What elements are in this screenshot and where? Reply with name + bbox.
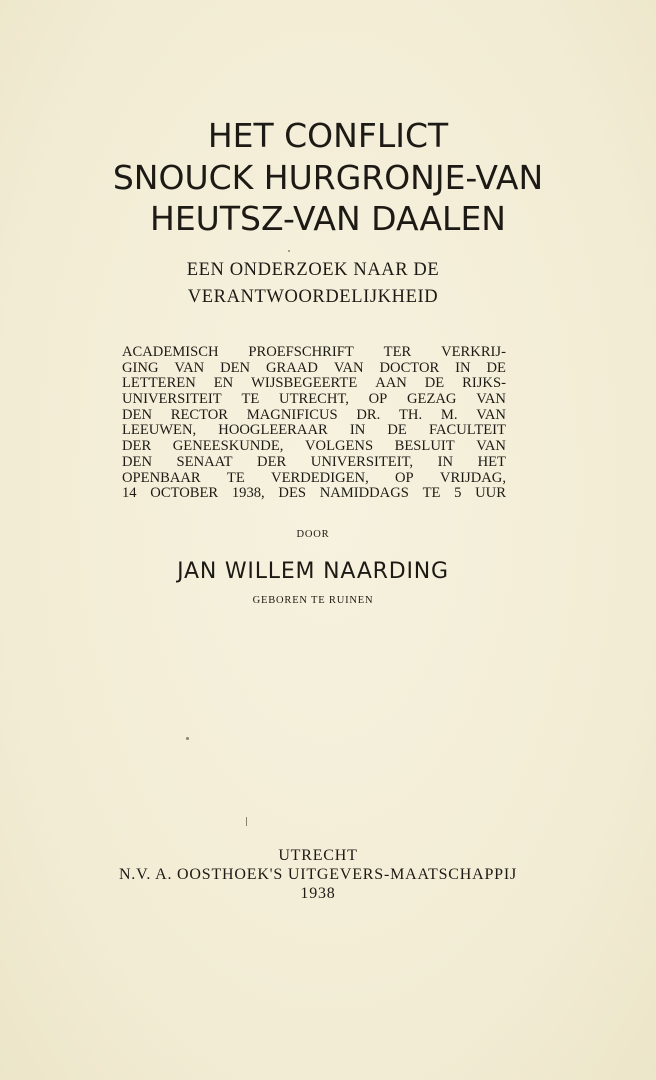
thesis-statement (122, 345, 506, 502)
thesis-line: DER GENEESKUNDE, VOLGENS BESLUIT VAN (122, 438, 506, 455)
thesis-line: DEN RECTOR MAGNIFICUS DR. TH. M. VAN (122, 406, 506, 423)
birthplace: GEBOREN TE RUINEN (252, 595, 374, 606)
author-name: JAN WILLEM NAARDING (177, 559, 449, 584)
thesis-line: LEEUWEN, HOOGLEERAAR IN DE FACULTEIT (122, 422, 506, 439)
thesis-line: LETTEREN EN WIJSBEGEERTE AAN DE RIJKS- (122, 375, 506, 392)
title-line-1: HET CONFLICT (207, 116, 449, 155)
thesis-line: OPENBAAR TE VERDEDIGEN, OP VRIJDAG, (122, 469, 506, 486)
door-label: DOOR (296, 529, 330, 540)
paper-speck (186, 737, 189, 740)
imprint-city: UTRECHT (278, 847, 358, 864)
thesis-line: UNIVERSITEIT TE UTRECHT, OP GEZAG VAN (122, 391, 506, 408)
title-line-2: SNOUCK HURGRONJE-VAN (112, 158, 544, 197)
imprint-year: 1938 (300, 885, 336, 902)
paper-speck (246, 817, 247, 826)
thesis-line: DEN SENAAT DER UNIVERSITEIT, IN HET (122, 453, 506, 470)
thesis-line: 14 OCTOBER 1938, DES NAMIDDAGS TE 5 UUR (122, 485, 506, 502)
title-line-3: HEUTSZ-VAN DAALEN (150, 199, 506, 238)
imprint-publisher: N.V. A. OOSTHOEK'S UITGEVERS-MAATSCHAPPIJ (118, 866, 518, 883)
subtitle-line-1: EEN ONDERZOEK NAAR DE (186, 260, 440, 280)
subtitle-line-2: VERANTWOORDELIJKHEID (187, 287, 439, 307)
thesis-line: GING VAN DEN GRAAD VAN DOCTOR IN DE (122, 359, 506, 376)
paper-speck (288, 250, 290, 252)
thesis-line: ACADEMISCH PROEFSCHRIFT TER VERKRIJ- (122, 344, 506, 360)
